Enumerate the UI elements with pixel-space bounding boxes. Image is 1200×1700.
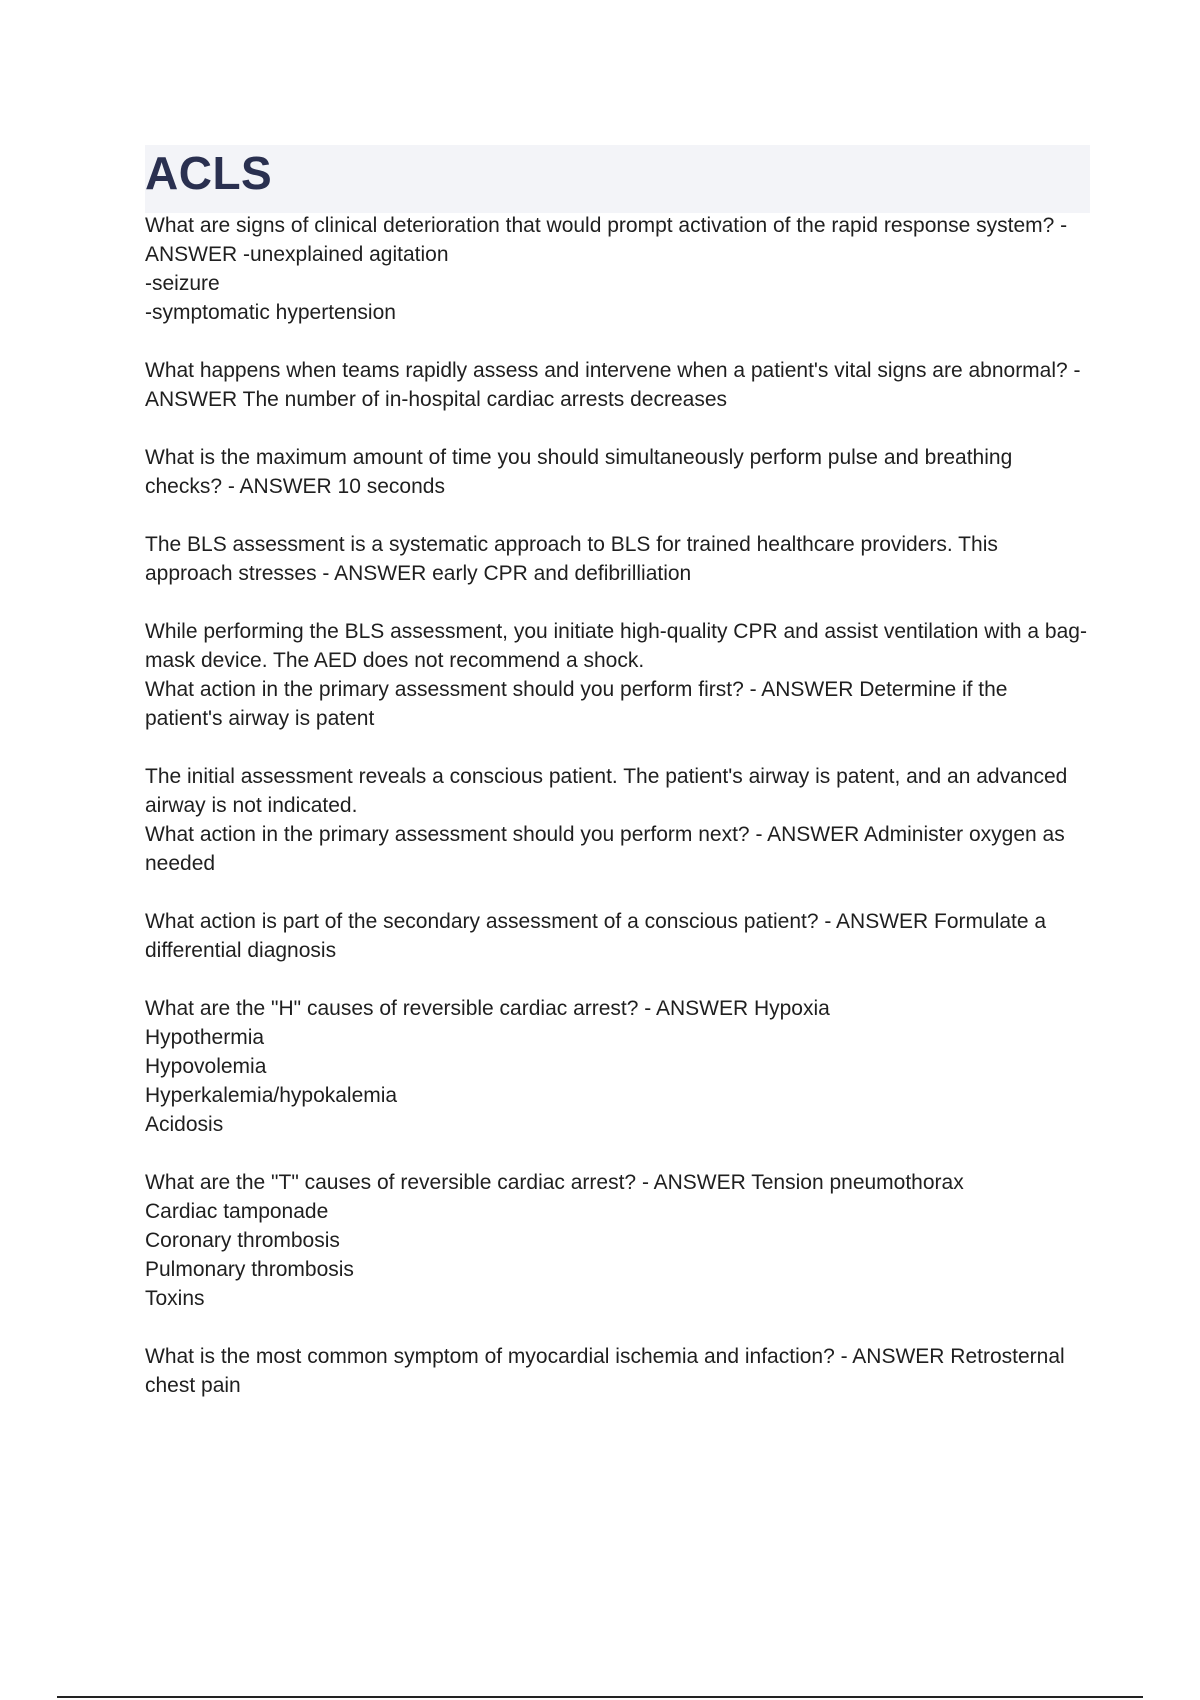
qa-item-5: While performing the BLS assessment, you initiate high-quality CPR and assist ventilation with a bag-mask device. The AED does not recommend a shock. What action in the primary assessment should you perform first? - ANSWER Determine if the patient's airway is patent [145,620,1087,730]
page-title: ACLS [145,147,273,199]
qa-item-4: The BLS assessment is a systematic approach to BLS for trained healthcare providers. This approach stresses - ANSWER early CPR and defibrilliation [145,533,998,585]
title-band [145,145,1090,213]
qa-item-1: What are signs of clinical deterioration that would prompt activation of the rapid response system? - ANSWER -unexplained agitation -seizure -symptomatic hypertension [145,214,1068,324]
qa-item-7: What action is part of the secondary assessment of a conscious patient? - ANSWER Formulate a differential diagnosis [145,910,1047,962]
qa-item-10: What is the most common symptom of myocardial ischemia and infaction? - ANSWER Retrosternal chest pain [145,1345,1065,1397]
qa-item-2: What happens when teams rapidly assess and intervene when a patient's vital signs are abnormal? - ANSWER The number of in-hospital cardiac arrests decreases [145,359,1081,411]
qa-item-8: What are the "H" causes of reversible cardiac arrest? - ANSWER Hypoxia Hypothermia Hypovolemia Hyperkalemia/hypokalemia Acidosis [145,997,830,1136]
qa-item-3: What is the maximum amount of time you should simultaneously perform pulse and breathing checks? - ANSWER 10 seconds [145,446,1013,498]
footer-divider [57,1696,1143,1698]
qa-item-9: What are the "T" causes of reversible cardiac arrest? - ANSWER Tension pneumothorax Cardiac tamponade Coronary thrombosis Pulmonary thrombosis Toxins [145,1171,964,1310]
qa-item-6: The initial assessment reveals a conscious patient. The patient's airway is patent, and an advanced airway is not indicated. What action in the primary assessment should you perform next? - ANSWER Administer oxygen as needed [145,765,1068,875]
qa-list [145,211,1090,1429]
